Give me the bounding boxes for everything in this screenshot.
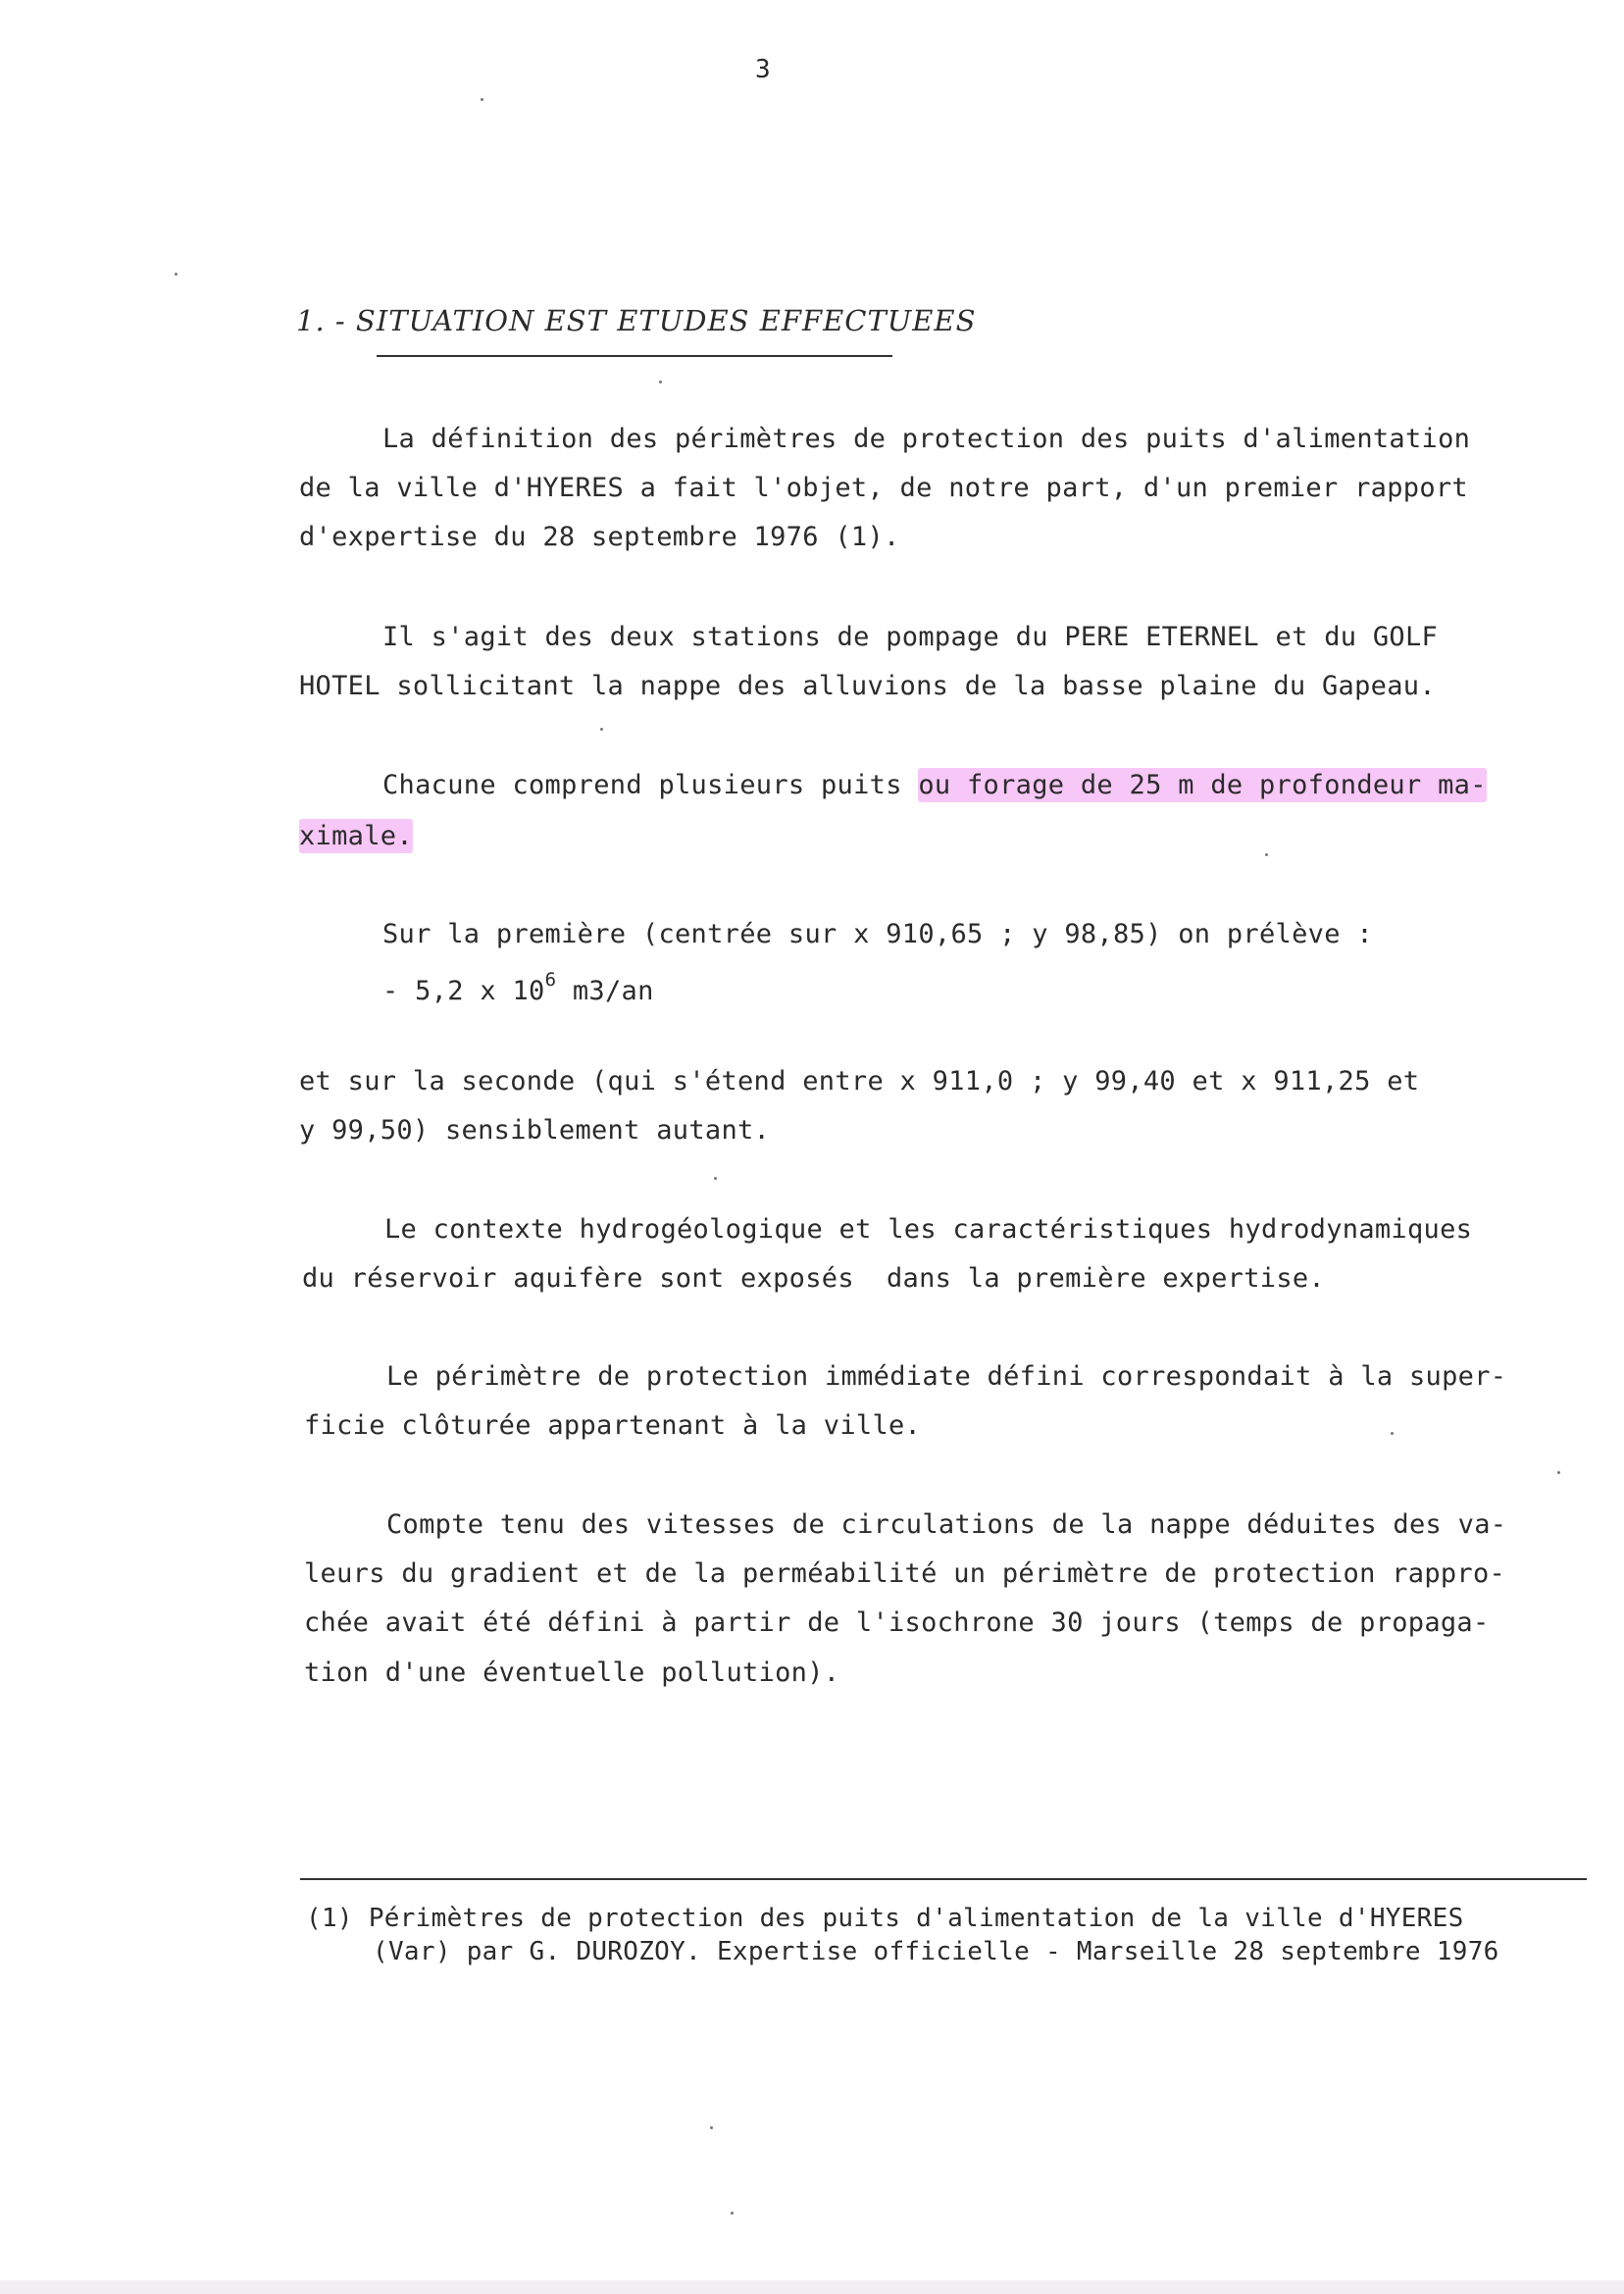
p1-line-3: d'expertise du 28 septembre 1976 (1). xyxy=(299,522,900,552)
footnote-separator xyxy=(300,1878,1587,1880)
p6-line-1: Le contexte hydrogéologique et les caractéristiques hydrodynamiques xyxy=(384,1214,1473,1245)
p3-highlighted-text: ou forage de 25 m de profondeur ma- xyxy=(918,770,1487,800)
scan-speck xyxy=(714,1177,717,1180)
scan-speck xyxy=(175,273,178,276)
scan-speck xyxy=(1391,1432,1394,1435)
footnote-line-2: (Var) par G. DUROZOY. Expertise officielle - Marseille 28 septembre 1976 xyxy=(373,1937,1499,1966)
p1-line-2: de la ville d'HYERES a fait l'objet, de notre part, d'un premier rapport xyxy=(299,473,1468,503)
p8-line-2: leurs du gradient et de la perméabilité un périmètre de protection rappro- xyxy=(304,1558,1506,1589)
scan-speck xyxy=(600,728,603,731)
scan-speck xyxy=(731,2212,734,2215)
p3-line-1 xyxy=(382,768,1487,803)
p7-line-1: Le périmètre de protection immédiate défini correspondait à la super- xyxy=(386,1361,1507,1392)
scan-speck xyxy=(481,98,483,101)
scan-speck xyxy=(710,2126,713,2129)
p5-line-1: et sur la seconde (qui s'étend entre x 911,0 ; y 99,40 et x 911,25 et xyxy=(299,1066,1420,1096)
p8-line-3: chée avait été défini à partir de l'isochrone 30 jours (temps de propaga- xyxy=(304,1607,1490,1638)
p4-line-1: Sur la première (centrée sur x 910,65 ; y 98,85) on prélève : xyxy=(382,919,1373,949)
p6-line-2: du réservoir aquifère sont exposés dans la première expertise. xyxy=(302,1263,1325,1294)
scan-bottom-edge xyxy=(0,2280,1624,2294)
scan-speck xyxy=(1265,853,1268,856)
p1-line-1: La définition des périmètres de protection des puits d'alimentation xyxy=(382,424,1471,454)
p4-volume-base: - 5,2 x 10 xyxy=(382,976,545,1006)
title-underline xyxy=(377,355,892,357)
p5-line-2: y 99,50) sensiblement autant. xyxy=(299,1115,771,1146)
page-number: 3 xyxy=(755,55,771,84)
p4-volume-exponent: 6 xyxy=(544,969,557,991)
footnote-line-1: (1) Périmètres de protection des puits d'alimentation de la ville d'HYERES xyxy=(306,1904,1464,1933)
p3-line-2 xyxy=(299,819,413,854)
scan-speck xyxy=(659,381,662,383)
p4-line-2 xyxy=(382,966,654,1009)
p8-line-1: Compte tenu des vitesses de circulations de la nappe déduites des va- xyxy=(386,1509,1507,1540)
p7-line-2: ficie clôturée appartenant à la ville. xyxy=(304,1410,922,1441)
p3-highlighted-text-cont: ximale. xyxy=(299,821,413,851)
section-title: 1. - SITUATION EST ETUDES EFFECTUEES xyxy=(296,304,977,337)
p2-line-2: HOTEL sollicitant la nappe des alluvions de la basse plaine du Gapeau. xyxy=(299,671,1436,701)
p3-plain-text: Chacune comprend plusieurs puits xyxy=(382,770,919,800)
p8-line-4: tion d'une éventuelle pollution). xyxy=(304,1657,840,1688)
p2-line-1: Il s'agit des deux stations de pompage du PERE ETERNEL et du GOLF xyxy=(382,622,1439,652)
scan-speck xyxy=(1557,1471,1560,1474)
p4-volume-unit: m3/an xyxy=(556,976,654,1006)
